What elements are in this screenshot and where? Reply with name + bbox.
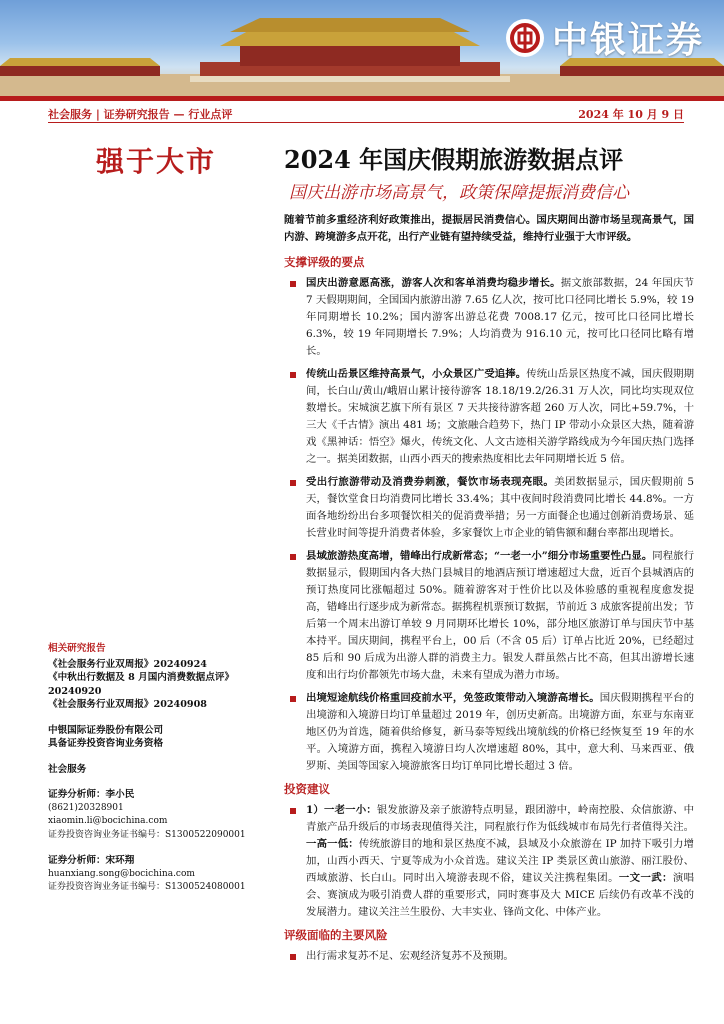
analyst-cert: 证券投资咨询业务证书编号：S1300524080001 xyxy=(48,882,246,892)
support-item: 传统山岳景区维持高景气，小众景区广受追捧。传统山岳景区热度不减，国庆假期期间，长白山/黄山/峨眉山累计接待游客 18.18/19.2/26.31 万人次，同比均实现双位数增长。宋城演艺旗下所有景区 7 天共接待游客超 260 万人次，同比+59.7%，十三大《千古情》演出 481 场；文旅融合趋势下，热门 IP 带动小众景区大热，随着游戏《黑神话：悟空》爆火，传统文化、人文古迹相关游学路线成为今年国庆热门选择之一。据美团数据，山西小西天的搜索热度相比去年同期增长近 5 倍。 xyxy=(284,366,694,468)
lead-summary: 随着节前多重经济利好政策推出，提振居民消费信心。国庆期间出游市场呈现高景气，国内游、跨境游多点开花，出行产业链有望持续受益，维持行业强于大市评级。 xyxy=(284,214,694,243)
invest-heading: 投资建议 xyxy=(284,782,330,796)
risk-list xyxy=(284,948,694,965)
related-reports-heading: 相关研究报告 xyxy=(48,643,106,654)
report-category: 社会服务 | 证券研究报告 — 行业点评 xyxy=(48,108,233,121)
sector-label: 社会服务 xyxy=(48,763,87,775)
main-content xyxy=(284,212,694,971)
company-name: 中银国际证券股份有限公司 xyxy=(48,724,164,736)
meta-divider xyxy=(48,122,684,123)
risk-item: 出行需求复苏不足、宏观经济复苏不及预期。 xyxy=(284,948,694,965)
invest-list xyxy=(284,802,694,921)
company-logo xyxy=(506,12,704,63)
analyst-name: 证券分析师：李小民 xyxy=(48,789,135,800)
support-list xyxy=(284,275,694,775)
support-item: 县域旅游热度高增，错峰出行成新常态；“一老一小”细分市场重要性凸显。同程旅行数据显示，假期国内各大热门县城目的地酒店预订增速超过大盘，近百个县城酒店的预订热度同比涨幅超过 50%。随着游客对于性价比以及体验感的重视程度愈发提高，错峰出行逐步成为新常态。据携程机票预订数据，节前近 3 成旅客提前出发；节后第一个周末出游订单较 9 月同期环比增长 10%，部分地区旅游订单与国庆节中基本持平。国庆期间，携程平台上，00 后（不含 05 后）订单占比近 20%，已经超过 85 后和 90 后成为出游人群的消费主力。银发人群虽然占比不高，但其出游增长速度和出行均价都领先市场大盘，未来有望成为潜力市场。 xyxy=(284,548,694,684)
report-title: 2024 年国庆假期旅游数据点评 xyxy=(284,145,624,174)
analyst-email[interactable]: huanxiang.song@bocichina.com xyxy=(48,868,195,879)
analyst-phone: (8621)20328901 xyxy=(48,802,124,813)
report-meta xyxy=(48,106,684,122)
support-item: 受出行旅游带动及消费券刺激，餐饮市场表现亮眼。美团数据显示，国庆假期前 5 天，餐饮堂食日均消费同比增长 33.4%；其中夜间时段消费同比增长 44.8%。一方面各地纷纷出台多项餐饮相关的促消费举措；另一方面餐企也通过创新消费场景、延长营业时间等提升消费者体验，多家餐饮上市企业的销售额和翻台率都出现增长。 xyxy=(284,474,694,542)
company-qualification: 具备证券投资咨询业务资格 xyxy=(48,738,164,749)
industry-rating: 强于大市 xyxy=(96,145,217,178)
sidebar xyxy=(48,642,268,895)
header-divider xyxy=(0,96,724,101)
bank-of-china-emblem-icon xyxy=(506,19,544,57)
header-banner xyxy=(0,0,724,96)
analyst-name: 证券分析师：宋环翔 xyxy=(48,855,135,866)
related-report-link[interactable]: 《中秋出行数据及 8 月国内消费数据点评》20240920 xyxy=(48,672,235,697)
report-subtitle: 国庆出游市场高景气，政策保障提振消费信心 xyxy=(289,183,629,203)
report-date: 2024 年 10 月 9 日 xyxy=(578,108,684,121)
analyst-cert: 证券投资咨询业务证书编号：S1300522090001 xyxy=(48,829,246,840)
support-item: 出境短途航线价格重回疫前水平，免签政策带动入境游高增长。国庆假期携程平台的出境游和入境游日均订单量超过 2019 年，创历史新高。出境游方面，东亚与东南亚地区仍为首选，随着供给修复，新马泰等短线出境航线的价格已经恢复至 19 年的水平。入境游方面，携程入境游日均人次增速超 80%，其中，意大利、马来西亚、俄罗斯、美国等国家入境游旅客日均订单同比增长超过 3 倍。 xyxy=(284,690,694,775)
risk-heading: 评级面临的主要风险 xyxy=(284,928,388,942)
invest-item: 1）一老一小：银发旅游及亲子旅游特点明显，跟团游中，岭南控股、众信旅游、中青旅产品升级后的市场表现值得关注，同程旅行作为低线城市布局先行者值得关注。一高一低：传统旅游目的地和景区热度不减，县域及小众旅游在 IP 加持下吸引力增加，山西小西天、宁夏等成为小众首选。建议关注 IP 类景区黄山旅游、丽江股份、西域旅游、长白山。同时出入境游表现不俗，建议关注携程集团。一文一武：演唱会、赛演成为吸引消费人群的重要形式，同时赛事及大 MICE 后续仍有改革不浅的发展潜力。建议关注兰生股份、大丰实业、锋尚文化、中体产业。 xyxy=(284,802,694,921)
analyst-email[interactable]: xiaomin.li@bocichina.com xyxy=(48,816,168,826)
support-heading: 支撑评级的要点 xyxy=(284,255,365,269)
related-report-link[interactable]: 《社会服务行业双周报》20240924 xyxy=(48,658,207,670)
related-report-link[interactable]: 《社会服务行业双周报》20240908 xyxy=(48,699,207,710)
logo-text: 中银证券 xyxy=(551,20,704,61)
support-item: 国庆出游意愿高涨，游客人次和客单消费均稳步增长。据文旅部数据，24 年国庆节 7 天假期期间，全国国内旅游出游 7.65 亿人次，按可比口径同比增长 5.9%，较 19 年同期增长 10.2%；国内游客出游总花费 7008.17 亿元，按可比口径同比增长 6.3%，较 19 年同期增长 7.9%；人均消费为 916.10 元，按可比口径同比略有增长。 xyxy=(284,275,694,360)
